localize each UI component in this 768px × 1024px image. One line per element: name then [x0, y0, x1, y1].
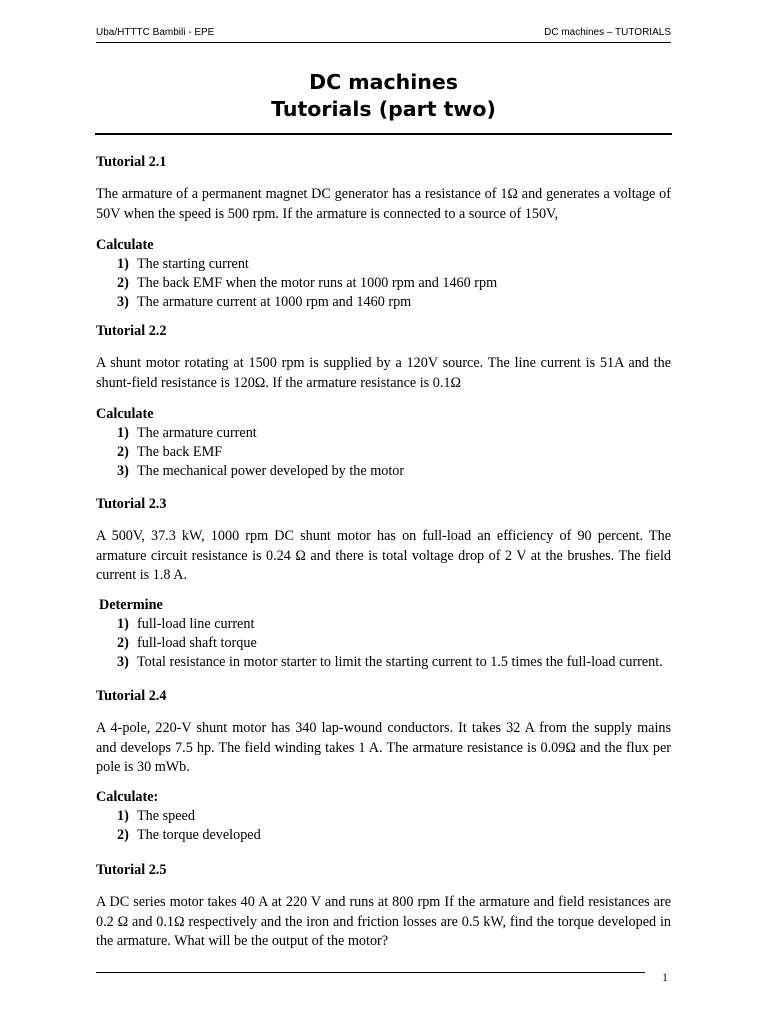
- tutorial-problem: [96, 719, 671, 778]
- list-text: The starting current: [137, 256, 249, 272]
- tutorial-problem: [96, 527, 671, 586]
- tutorial-heading: Tutorial 2.5: [96, 862, 167, 878]
- problem-line: The armature of a permanent magnet DC generator has a resistance of 1Ω and generates a voltage of: [96, 186, 671, 202]
- list-item: [117, 425, 257, 442]
- list-item: [117, 275, 497, 292]
- problem-line: armature circuit resistance is 0.24 Ω and there is total voltage drop of 2 V at the brushes. The field: [96, 547, 671, 564]
- problem-line: A 500V, 37.3 kW, 1000 rpm DC shunt motor has on full-load an efficiency of 90 percent. The: [96, 528, 671, 544]
- problem-line: A DC series motor takes 40 A at 220 V and runs at 800 rpm If the armature and field resistances are: [96, 894, 671, 910]
- list-number: 2): [117, 635, 129, 651]
- header-rule: [96, 42, 671, 43]
- tutorial-heading: Tutorial 2.1: [96, 154, 167, 170]
- list-number: 3): [117, 294, 129, 310]
- tutorial-heading: Tutorial 2.4: [96, 688, 167, 704]
- problem-line: 50V when the speed is 500 rpm. If the armature is connected to a source of 150V,: [96, 205, 559, 222]
- running-header-right: DC machines – TUTORIALS: [544, 27, 671, 38]
- list-text: Total resistance in motor starter to limit the starting current to 1.5 times the full-load current.: [137, 654, 663, 670]
- list-text: The mechanical power developed by the motor: [137, 463, 405, 479]
- tutorial-heading: Tutorial 2.2: [96, 323, 167, 339]
- list-item: [117, 444, 222, 461]
- instruction-label: Determine: [99, 597, 163, 613]
- tutorial-problem: [96, 185, 671, 224]
- problem-line: shunt-field resistance is 120Ω. If the armature resistance is 0.1Ω: [96, 374, 462, 391]
- list-text: The armature current: [137, 425, 257, 441]
- title-rule: [95, 133, 672, 135]
- page-title-line1: DC machines: [309, 70, 458, 94]
- list-text: The torque developed: [137, 827, 261, 843]
- list-number: 2): [117, 827, 129, 843]
- list-number: 2): [117, 444, 129, 460]
- list-text: The back EMF when the motor runs at 1000 rpm and 1460 rpm: [137, 275, 498, 291]
- list-item: [117, 256, 249, 273]
- list-text: full-load shaft torque: [137, 635, 257, 651]
- instruction-label: Calculate: [96, 237, 154, 253]
- list-item: [117, 463, 404, 480]
- problem-line: 0.2 Ω and 0.1Ω respectively and the iron and friction losses are 0.5 kW, find the torque developed in: [96, 913, 671, 930]
- list-text: The back EMF: [137, 444, 223, 460]
- list-number: 1): [117, 256, 129, 272]
- page-title-line2: Tutorials (part two): [271, 97, 496, 121]
- problem-line: the armature. What will be the output of the motor?: [96, 933, 389, 949]
- problem-line: A shunt motor rotating at 1500 rpm is supplied by a 120V source. The line current is 51A and the: [96, 355, 671, 371]
- list-text: The armature current at 1000 rpm and 1460 rpm: [137, 294, 412, 310]
- list-item: [117, 616, 254, 633]
- list-text: The speed: [137, 808, 195, 824]
- footer-rule: [96, 972, 645, 973]
- list-item: [117, 635, 257, 652]
- list-number: 1): [117, 616, 129, 632]
- list-number: 1): [117, 808, 129, 824]
- list-number: 2): [117, 275, 129, 291]
- problem-line: A 4-pole, 220-V shunt motor has 340 lap-wound conductors. It takes 32 A from the supply mains: [96, 720, 671, 736]
- problem-line: current is 1.8 A.: [96, 567, 188, 583]
- list-item: [117, 808, 195, 825]
- list-item: [117, 654, 663, 671]
- instruction-label: Calculate:: [96, 789, 159, 805]
- tutorial-problem: [96, 893, 671, 952]
- tutorial-problem: [96, 354, 671, 393]
- list-text: full-load line current: [137, 616, 255, 632]
- tutorial-heading: Tutorial 2.3: [96, 496, 167, 512]
- problem-line: pole is 30 mWb.: [96, 759, 190, 775]
- list-item: [117, 827, 261, 844]
- list-number: 3): [117, 463, 129, 479]
- list-item: [117, 294, 411, 311]
- page-number: 1: [662, 970, 668, 984]
- list-number: 3): [117, 654, 129, 670]
- list-number: 1): [117, 425, 129, 441]
- problem-line: and develops 7.5 hp. The field winding takes 1 A. The armature resistance is 0.09Ω and the flux per: [96, 739, 671, 756]
- running-header-left: Uba/HTTTC Bambili - EPE: [96, 27, 215, 38]
- instruction-label: Calculate: [96, 406, 154, 422]
